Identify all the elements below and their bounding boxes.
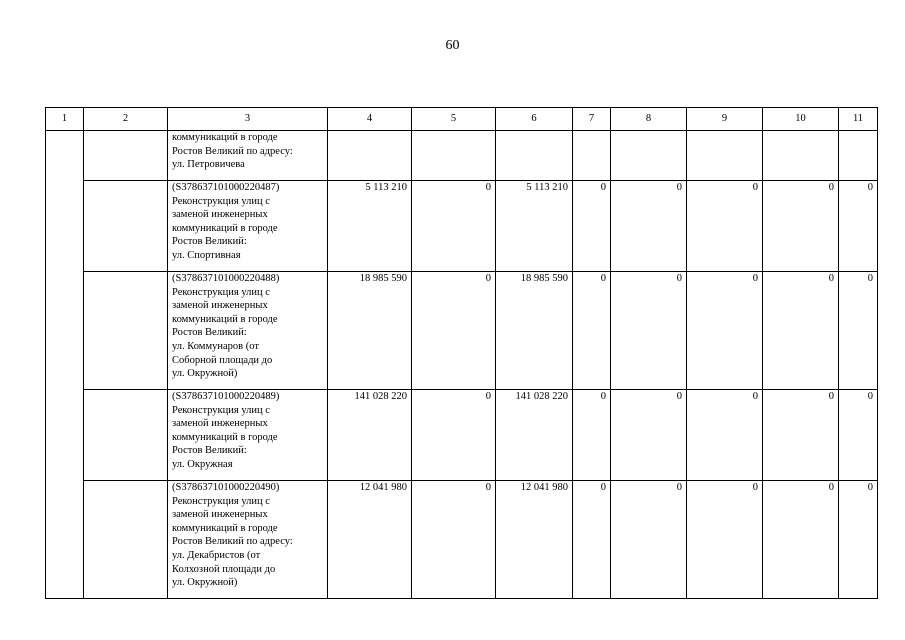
- cell-value: [687, 131, 763, 181]
- cell-description: (S378637101000220487) Реконструкция улиц с заменой инженерных коммуникаций в городе Ростов Великий: ул. Спортивная: [168, 181, 328, 272]
- column-header: 7: [573, 108, 611, 131]
- cell-value: 12 041 980: [496, 481, 573, 599]
- cell-value: 0: [611, 390, 687, 481]
- cell-description: коммуникаций в городе Ростов Великий по адресу: ул. Петровичева: [168, 131, 328, 181]
- column-header: 1: [46, 108, 84, 131]
- cell-value: 0: [687, 272, 763, 390]
- cell-value: [611, 131, 687, 181]
- cell-value: 0: [763, 272, 839, 390]
- page-number: 60: [445, 38, 460, 53]
- cell-value: [496, 131, 573, 181]
- cell-value: 0: [687, 481, 763, 599]
- cell-value: 0: [573, 181, 611, 272]
- cell-value: [412, 131, 496, 181]
- cell-value: 0: [763, 390, 839, 481]
- cell-value: 0: [687, 390, 763, 481]
- cell-value: 0: [412, 181, 496, 272]
- cell-value: 0: [412, 390, 496, 481]
- cell-value: [839, 131, 878, 181]
- cell-value: 18 985 590: [496, 272, 573, 390]
- cell-value: 0: [573, 272, 611, 390]
- column-header: 8: [611, 108, 687, 131]
- cell-description: (S378637101000220488) Реконструкция улиц с заменой инженерных коммуникаций в городе Ростов Великий: ул. Коммунаров (от Соборной площади до ул. Окружной): [168, 272, 328, 390]
- cell-value: 0: [763, 181, 839, 272]
- cell-value: 5 113 210: [328, 181, 412, 272]
- table-row: [46, 390, 878, 481]
- column-header: 10: [763, 108, 839, 131]
- cell-col2: [84, 181, 168, 272]
- cell-value: 0: [839, 272, 878, 390]
- column-header: 11: [839, 108, 878, 131]
- cell-value: 0: [611, 181, 687, 272]
- cell-value: 0: [687, 181, 763, 272]
- cell-value: 18 985 590: [328, 272, 412, 390]
- column-header: 6: [496, 108, 573, 131]
- cell-value: [763, 131, 839, 181]
- column-header: 4: [328, 108, 412, 131]
- column-header: 3: [168, 108, 328, 131]
- table-row: [46, 272, 878, 390]
- cell-value: 0: [573, 481, 611, 599]
- cell-col2: [84, 390, 168, 481]
- cell-value: 0: [839, 481, 878, 599]
- cell-value: 141 028 220: [496, 390, 573, 481]
- cell-description: (S378637101000220489) Реконструкция улиц с заменой инженерных коммуникаций в городе Ростов Великий: ул. Окружная: [168, 390, 328, 481]
- cell-value: [328, 131, 412, 181]
- budget-table: [45, 107, 878, 599]
- cell-value: 0: [839, 390, 878, 481]
- cell-value: 0: [839, 181, 878, 272]
- table-row: [46, 131, 878, 181]
- cell-value: 0: [412, 481, 496, 599]
- column-header: 5: [412, 108, 496, 131]
- cell-value: 0: [763, 481, 839, 599]
- cell-value: 12 041 980: [328, 481, 412, 599]
- cell-value: 5 113 210: [496, 181, 573, 272]
- cell-col2: [84, 131, 168, 181]
- cell-value: 141 028 220: [328, 390, 412, 481]
- column-header: 2: [84, 108, 168, 131]
- cell-col2: [84, 481, 168, 599]
- table-row: [46, 481, 878, 599]
- cell-value: 0: [611, 272, 687, 390]
- cell-value: 0: [573, 390, 611, 481]
- column-header: 9: [687, 108, 763, 131]
- header-row: [46, 108, 878, 131]
- cell-description: (S378637101000220490) Реконструкция улиц с заменой инженерных коммуникаций в городе Ростов Великий по адресу: ул. Декабристов (от Колхозной площади до ул. Окружной): [168, 481, 328, 599]
- cell-col1: [46, 131, 84, 599]
- cell-col2: [84, 272, 168, 390]
- cell-value: 0: [611, 481, 687, 599]
- cell-value: 0: [412, 272, 496, 390]
- table-row: [46, 181, 878, 272]
- cell-value: [573, 131, 611, 181]
